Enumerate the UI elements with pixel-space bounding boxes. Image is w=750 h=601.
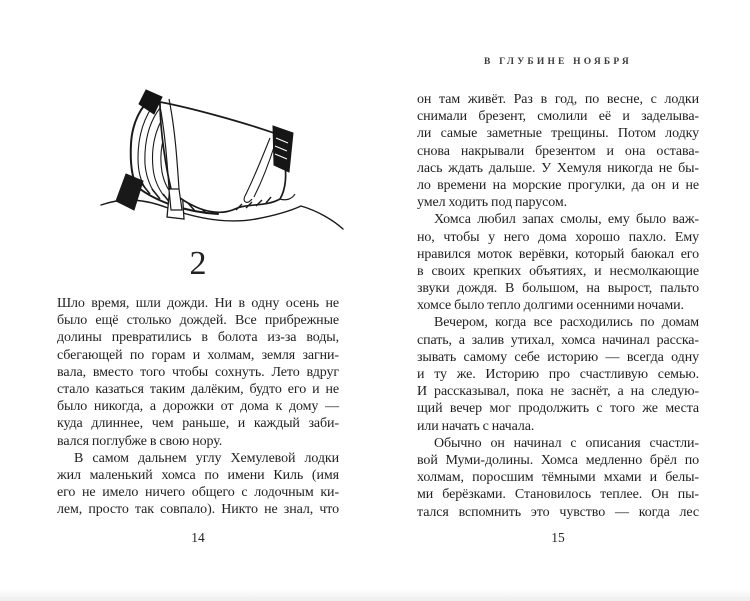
text-line: И рассказывал, пока не заснёт, а на следую- [417,384,699,400]
text-line: Шло время, шли дожди. Ни в одну осень не [57,296,339,311]
chapter-number: 2 [189,245,207,282]
right-page-text [417,91,699,521]
text-line: хомсе было тепло долгими осенними ночами. [417,298,684,314]
text-line: зывать самому себе историю — всегда одну [417,349,699,365]
text-line: его не имело ничего общего с лодочным ки- [57,485,339,501]
text-line: тался вспомнить это чувство — когда лес [417,504,699,520]
text-line: куда длиннее, чем раньше, и каждый заби- [57,416,339,432]
text-line: снова накрывали брезентом и она остава- [417,143,699,159]
page-number-right: 15 [551,530,565,545]
text-line: звуки дождя. В большом, на вырост, пальто [417,281,699,297]
text-line: было ещё столько дождей. Все прибрежные [57,313,339,329]
text-line: ли самые заметные трещины. Потом лодку [417,126,699,142]
text-line: лем, просто так совпало). Никто не знал, что [57,502,339,518]
text-line: умел ходить под парусом. [417,195,567,211]
text-line: Вечером, когда все расходились по домам [434,315,699,331]
scan-shadow [0,589,750,601]
text-line: щий вечер мог продолжить с того же места [417,401,699,417]
text-line: В самом дальнем углу Хемулевой лодки [74,450,339,466]
text-line: вался поглубже в свою нору. [57,433,223,449]
text-line: нравился моток верёвки, который баюкал его [417,246,699,262]
text-line: или начать с начала. [417,418,535,434]
text-line: ло времени на морские прогулки, да он и не [417,177,699,193]
left-page-text [57,295,339,518]
text-line: вой Муми-долины. Хомса медленно брёл по [417,452,699,468]
text-line: в своих крепких объятиях, и несмолкающие [417,263,699,279]
text-line: лась ждать дальше. У Хемуля никогда не бы- [417,160,699,176]
running-header: В ГЛУБИНЕ НОЯБРЯ [484,57,632,67]
text-line: жил маленький хомса по имени Киль (имя [57,467,339,483]
boat-illustration [96,86,346,234]
text-line: спать, а залив утихал, хомса начинал расска- [417,332,699,348]
text-line: долины превратились в болота из-за воды, [57,330,339,346]
text-line: было никогда, а дорожки от дома к дому — [57,399,339,415]
text-line: вала, вместо того чтобы сохнуть. Лето вдруг [57,364,339,380]
text-line: но, чтобы у него дома хорошо пахло. Ему [417,229,699,245]
bow-support-post [116,174,143,210]
text-line: холмам, поросшим тёмными мхами и белы- [417,470,699,486]
text-line: Обычно он начинал с описания счастли- [434,435,699,451]
text-line: сбегающей по горам и холмам, земля загни- [57,347,339,363]
text-line: стало казаться таким далёким, будто его и не [57,381,339,397]
text-line: ми берёзками. Становилось теплее. Он пы- [417,487,699,503]
text-line: и ту же. Историю про счастливую семью. [417,367,699,382]
page-number-left: 14 [191,530,205,545]
text-line: Хомса любил запах смолы, ему было важ- [434,212,699,228]
text-line: снимали брезент, смолили её и заделыва- [417,109,699,125]
text-line: он там живёт. Раз в год, по весне, с лодки [417,92,699,107]
